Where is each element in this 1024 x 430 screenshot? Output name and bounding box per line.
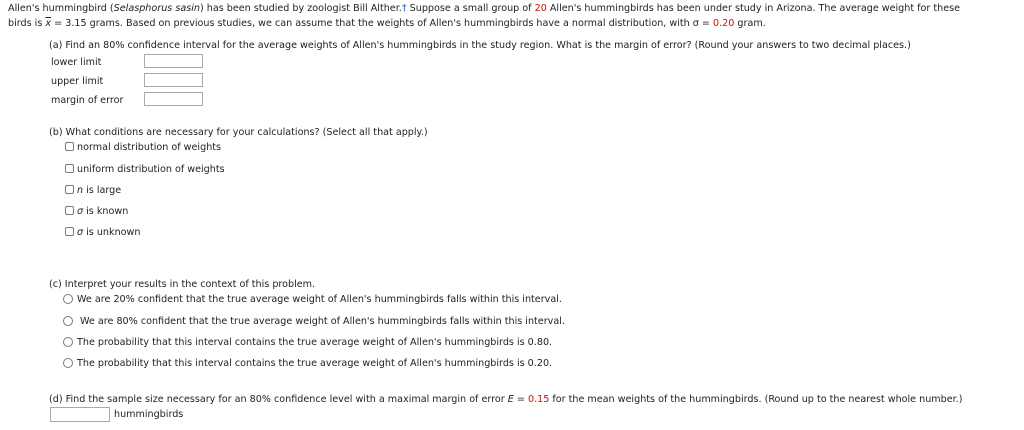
variable-sigma: σ <box>77 206 84 217</box>
sigma-value: 0.20 <box>713 18 735 29</box>
condition-label-sigma-known <box>77 206 128 217</box>
intro-text: Suppose a small group of <box>406 3 535 14</box>
sample-size-input[interactable] <box>50 407 110 422</box>
intro-text: Allen's hummingbird ( <box>8 3 114 14</box>
margin-value: 0.15 <box>527 394 550 405</box>
intro-line-1 <box>8 3 960 14</box>
interpretation-label-2: We are 80% confident that the true average weight of Allen's hummingbirds falls within this interval. <box>80 316 565 327</box>
variable-e: E <box>507 394 514 405</box>
variable-sigma: σ <box>77 227 84 238</box>
intro-text: birds is <box>8 18 46 29</box>
upper-limit-label: upper limit <box>51 76 104 87</box>
part-d-question <box>49 394 963 405</box>
interpretation-radio-1[interactable] <box>63 294 73 304</box>
margin-of-error-label: margin of error <box>51 95 124 106</box>
condition-checkbox-sigma-unknown[interactable] <box>65 227 74 236</box>
intro-text: = 3.15 grams. Based on previous studies, we can assume that the weights of Allen's hummingbirds have a normal distribution, with σ = <box>51 18 713 29</box>
condition-checkbox-n-large[interactable] <box>65 185 74 194</box>
footnote-link[interactable]: † <box>401 3 407 14</box>
upper-limit-input[interactable] <box>144 73 203 87</box>
lower-limit-input[interactable] <box>144 54 203 68</box>
intro-line-2 <box>8 18 766 29</box>
part-b-question: (b) What conditions are necessary for your calculations? (Select all that apply.) <box>49 127 428 138</box>
interpretation-radio-4[interactable] <box>63 358 73 368</box>
question-text: = <box>513 394 528 405</box>
part-c-question: (c) Interpret your results in the context of this problem. <box>49 279 316 290</box>
sample-size-unit-label: hummingbirds <box>114 409 184 420</box>
condition-checkbox-uniform[interactable] <box>65 164 74 173</box>
intro-text: ) has been studied by zoologist Bill Alther. <box>199 3 402 14</box>
intro-text: Allen's hummingbirds has been under study in Arizona. The average weight for these <box>546 3 961 14</box>
question-text: for the mean weights of the hummingbirds. (Round up to the nearest whole number.) <box>549 394 963 405</box>
condition-label-sigma-unknown <box>77 227 140 238</box>
species-name: Selasphorus sasin <box>113 3 200 14</box>
xbar-symbol: $\overline{x}$ <box>45 18 52 29</box>
condition-checkbox-normal[interactable] <box>65 142 74 151</box>
condition-label-n-large <box>77 185 121 196</box>
condition-label-normal <box>77 142 221 153</box>
condition-label-uniform <box>77 164 225 175</box>
margin-of-error-input[interactable] <box>144 92 203 106</box>
interpretation-radio-3[interactable] <box>63 337 73 347</box>
variable-n: n <box>77 185 84 196</box>
interpretation-label-3: The probability that this interval contains the true average weight of Allen's hummingbirds is 0.80. <box>77 337 553 348</box>
interpretation-label-1: We are 20% confident that the true average weight of Allen's hummingbirds falls within this interval. <box>77 294 562 305</box>
question-text: (d) Find the sample size necessary for an 80% confidence level with a maximal margin of error <box>49 394 508 405</box>
sample-size-value: 20 <box>534 3 547 14</box>
option-text: normal distribution of weights <box>77 142 222 153</box>
intro-text: gram. <box>734 18 766 29</box>
option-text: uniform distribution of weights <box>77 164 225 175</box>
option-text: is large <box>83 185 122 196</box>
condition-checkbox-sigma-known[interactable] <box>65 206 74 215</box>
interpretation-radio-2[interactable] <box>63 316 73 326</box>
option-text: is unknown <box>83 227 141 238</box>
interpretation-label-4: The probability that this interval contains the true average weight of Allen's hummingbirds is 0.20. <box>77 358 553 369</box>
lower-limit-label: lower limit <box>51 57 102 68</box>
part-a-question: (a) Find an 80% confidence interval for the average weights of Allen's hummingbirds in the study region. What is the margin of error? (Round your answers to two decimal places.) <box>49 40 911 51</box>
option-text: is known <box>83 206 129 217</box>
